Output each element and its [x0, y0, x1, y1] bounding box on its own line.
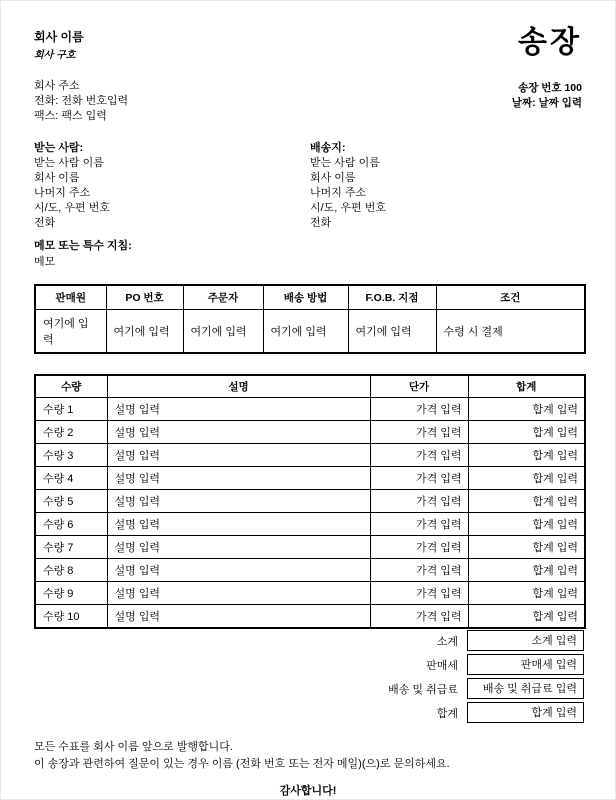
company-fax[interactable]: 팩스: 팩스 입력 [34, 110, 107, 122]
bill-to-block [34, 141, 308, 231]
footer-payable-note: 모든 수표를 회사 이름 앞으로 발행합니다. [34, 741, 233, 753]
qty-field[interactable]: 수량 4 [35, 467, 107, 490]
fob-point-field[interactable]: 여기에 입력 [348, 310, 436, 354]
ordered-by-field[interactable]: 여기에 입력 [183, 310, 263, 354]
price-field[interactable]: 가격 입력 [370, 536, 468, 559]
footer-thanks: 감사합니다! [279, 785, 337, 797]
total-field[interactable]: 합계 입력 [468, 559, 585, 582]
total-field[interactable]: 합계 입력 [468, 605, 585, 629]
price-field[interactable]: 가격 입력 [370, 582, 468, 605]
desc-field[interactable]: 설명 입력 [107, 536, 370, 559]
ship-to-name[interactable]: 받는 사람 이름 [310, 157, 380, 169]
shipping-handling-field[interactable]: 배송 및 취급료 입력 [467, 678, 584, 699]
qty-field[interactable]: 수량 8 [35, 559, 107, 582]
subtotal-label: 소계 [436, 635, 458, 648]
total-header: 합계 [468, 375, 585, 398]
desc-field[interactable]: 설명 입력 [107, 559, 370, 582]
table-row [35, 582, 585, 605]
invoice-meta [512, 81, 582, 124]
fob-point-header: F.O.B. 지점 [348, 285, 436, 310]
price-field[interactable]: 가격 입력 [370, 398, 468, 421]
summary-section [34, 630, 584, 723]
qty-field[interactable]: 수량 5 [35, 490, 107, 513]
total-field[interactable]: 합계 입력 [468, 582, 585, 605]
memo-value[interactable]: 메모 [34, 256, 56, 268]
table-row [35, 421, 585, 444]
price-field[interactable]: 가격 입력 [370, 513, 468, 536]
sales-tax-row [34, 654, 584, 675]
order-info-header-row [35, 285, 585, 310]
sales-tax-label: 판매세 [426, 659, 458, 672]
ship-to-block [308, 141, 582, 231]
salesperson-field[interactable]: 여기에 입력 [35, 310, 106, 354]
ship-to-phone[interactable]: 전화 [310, 217, 332, 229]
unit-price-header: 단가 [370, 375, 468, 398]
sales-tax-field[interactable]: 판매세 입력 [467, 654, 584, 675]
total-field[interactable]: 합계 입력 [468, 421, 585, 444]
items-header-row [35, 375, 585, 398]
po-number-header: PO 번호 [106, 285, 183, 310]
grand-total-row [34, 702, 584, 723]
bill-to-city-zip[interactable]: 시/도, 우편 번호 [34, 202, 110, 214]
table-row [35, 444, 585, 467]
shipping-handling-label: 배송 및 취급료 [388, 683, 458, 696]
salesperson-header: 판매원 [35, 285, 106, 310]
ship-method-field[interactable]: 여기에 입력 [263, 310, 348, 354]
price-field[interactable]: 가격 입력 [370, 444, 468, 467]
table-row [35, 398, 585, 421]
ship-method-header: 배송 방법 [263, 285, 348, 310]
total-field[interactable]: 합계 입력 [468, 398, 585, 421]
company-name[interactable]: 회사 이름 [34, 30, 84, 44]
company-slogan[interactable]: 회사 구호 [34, 50, 76, 61]
desc-field[interactable]: 설명 입력 [107, 467, 370, 490]
table-row [35, 559, 585, 582]
grand-total-label: 합계 [436, 707, 458, 720]
footer [34, 739, 582, 798]
invoice-number[interactable]: 송장 번호 100 [518, 82, 582, 94]
desc-field[interactable]: 설명 입력 [107, 398, 370, 421]
qty-field[interactable]: 수량 6 [35, 513, 107, 536]
qty-field[interactable]: 수량 9 [35, 582, 107, 605]
desc-field[interactable]: 설명 입력 [107, 444, 370, 467]
items-table [34, 374, 586, 629]
quantity-header: 수량 [35, 375, 107, 398]
price-field[interactable]: 가격 입력 [370, 490, 468, 513]
desc-field[interactable]: 설명 입력 [107, 582, 370, 605]
footer-contact-note: 이 송장과 관련하여 질문이 있는 경우 이름 (전화 번호 또는 전자 메일)(으)로 문의하세요. [34, 758, 450, 770]
ship-to-city-zip[interactable]: 시/도, 우편 번호 [310, 202, 386, 214]
qty-field[interactable]: 수량 7 [35, 536, 107, 559]
ship-to-company[interactable]: 회사 이름 [310, 172, 356, 184]
po-number-field[interactable]: 여기에 입력 [106, 310, 183, 354]
bill-to-address[interactable]: 나머지 주소 [34, 187, 91, 199]
ship-to-address[interactable]: 나머지 주소 [310, 187, 367, 199]
order-info-table [34, 284, 586, 354]
description-header: 설명 [107, 375, 370, 398]
memo-heading: 메모 또는 특수 지침: [34, 240, 132, 252]
ordered-by-header: 주문자 [183, 285, 263, 310]
qty-field[interactable]: 수량 1 [35, 398, 107, 421]
qty-field[interactable]: 수량 2 [35, 421, 107, 444]
shipping-handling-row [34, 678, 584, 699]
total-field[interactable]: 합계 입력 [468, 444, 585, 467]
company-phone[interactable]: 전화: 전화 번호입력 [34, 95, 129, 107]
invoice-date[interactable]: 날짜: 날짜 입력 [511, 97, 582, 109]
ship-to-heading: 배송지: [310, 142, 346, 154]
bill-to-company[interactable]: 회사 이름 [34, 172, 80, 184]
price-field[interactable]: 가격 입력 [370, 605, 468, 629]
desc-field[interactable]: 설명 입력 [107, 605, 370, 629]
bill-to-heading: 받는 사람: [34, 142, 84, 154]
memo-block [34, 239, 582, 270]
price-field[interactable]: 가격 입력 [370, 559, 468, 582]
total-field[interactable]: 합계 입력 [468, 467, 585, 490]
table-row [35, 490, 585, 513]
subtotal-field[interactable]: 소계 입력 [467, 630, 584, 651]
total-field[interactable]: 합계 입력 [468, 536, 585, 559]
total-field[interactable]: 합계 입력 [468, 513, 585, 536]
page-title: 송장 [518, 26, 582, 59]
bill-to-name[interactable]: 받는 사람 이름 [34, 157, 104, 169]
terms-header: 조건 [436, 285, 585, 310]
grand-total-field[interactable]: 합계 입력 [467, 702, 584, 723]
table-row [35, 536, 585, 559]
order-info-value-row [35, 310, 585, 354]
company-block [34, 29, 84, 63]
desc-field[interactable]: 설명 입력 [107, 490, 370, 513]
table-row [35, 605, 585, 629]
company-contact [34, 79, 128, 124]
qty-field[interactable]: 수량 3 [35, 444, 107, 467]
terms-field[interactable]: 수령 시 결제 [436, 310, 585, 354]
desc-field[interactable]: 설명 입력 [107, 513, 370, 536]
desc-field[interactable]: 설명 입력 [107, 421, 370, 444]
table-row [35, 513, 585, 536]
qty-field[interactable]: 수량 10 [35, 605, 107, 629]
price-field[interactable]: 가격 입력 [370, 467, 468, 490]
recipients-section [34, 141, 582, 231]
subtotal-row [34, 630, 584, 651]
header-second-row [34, 79, 582, 124]
company-address[interactable]: 회사 주소 [34, 80, 80, 92]
header [34, 26, 582, 63]
bill-to-phone[interactable]: 전화 [34, 217, 56, 229]
table-row [35, 467, 585, 490]
total-field[interactable]: 합계 입력 [468, 490, 585, 513]
price-field[interactable]: 가격 입력 [370, 421, 468, 444]
